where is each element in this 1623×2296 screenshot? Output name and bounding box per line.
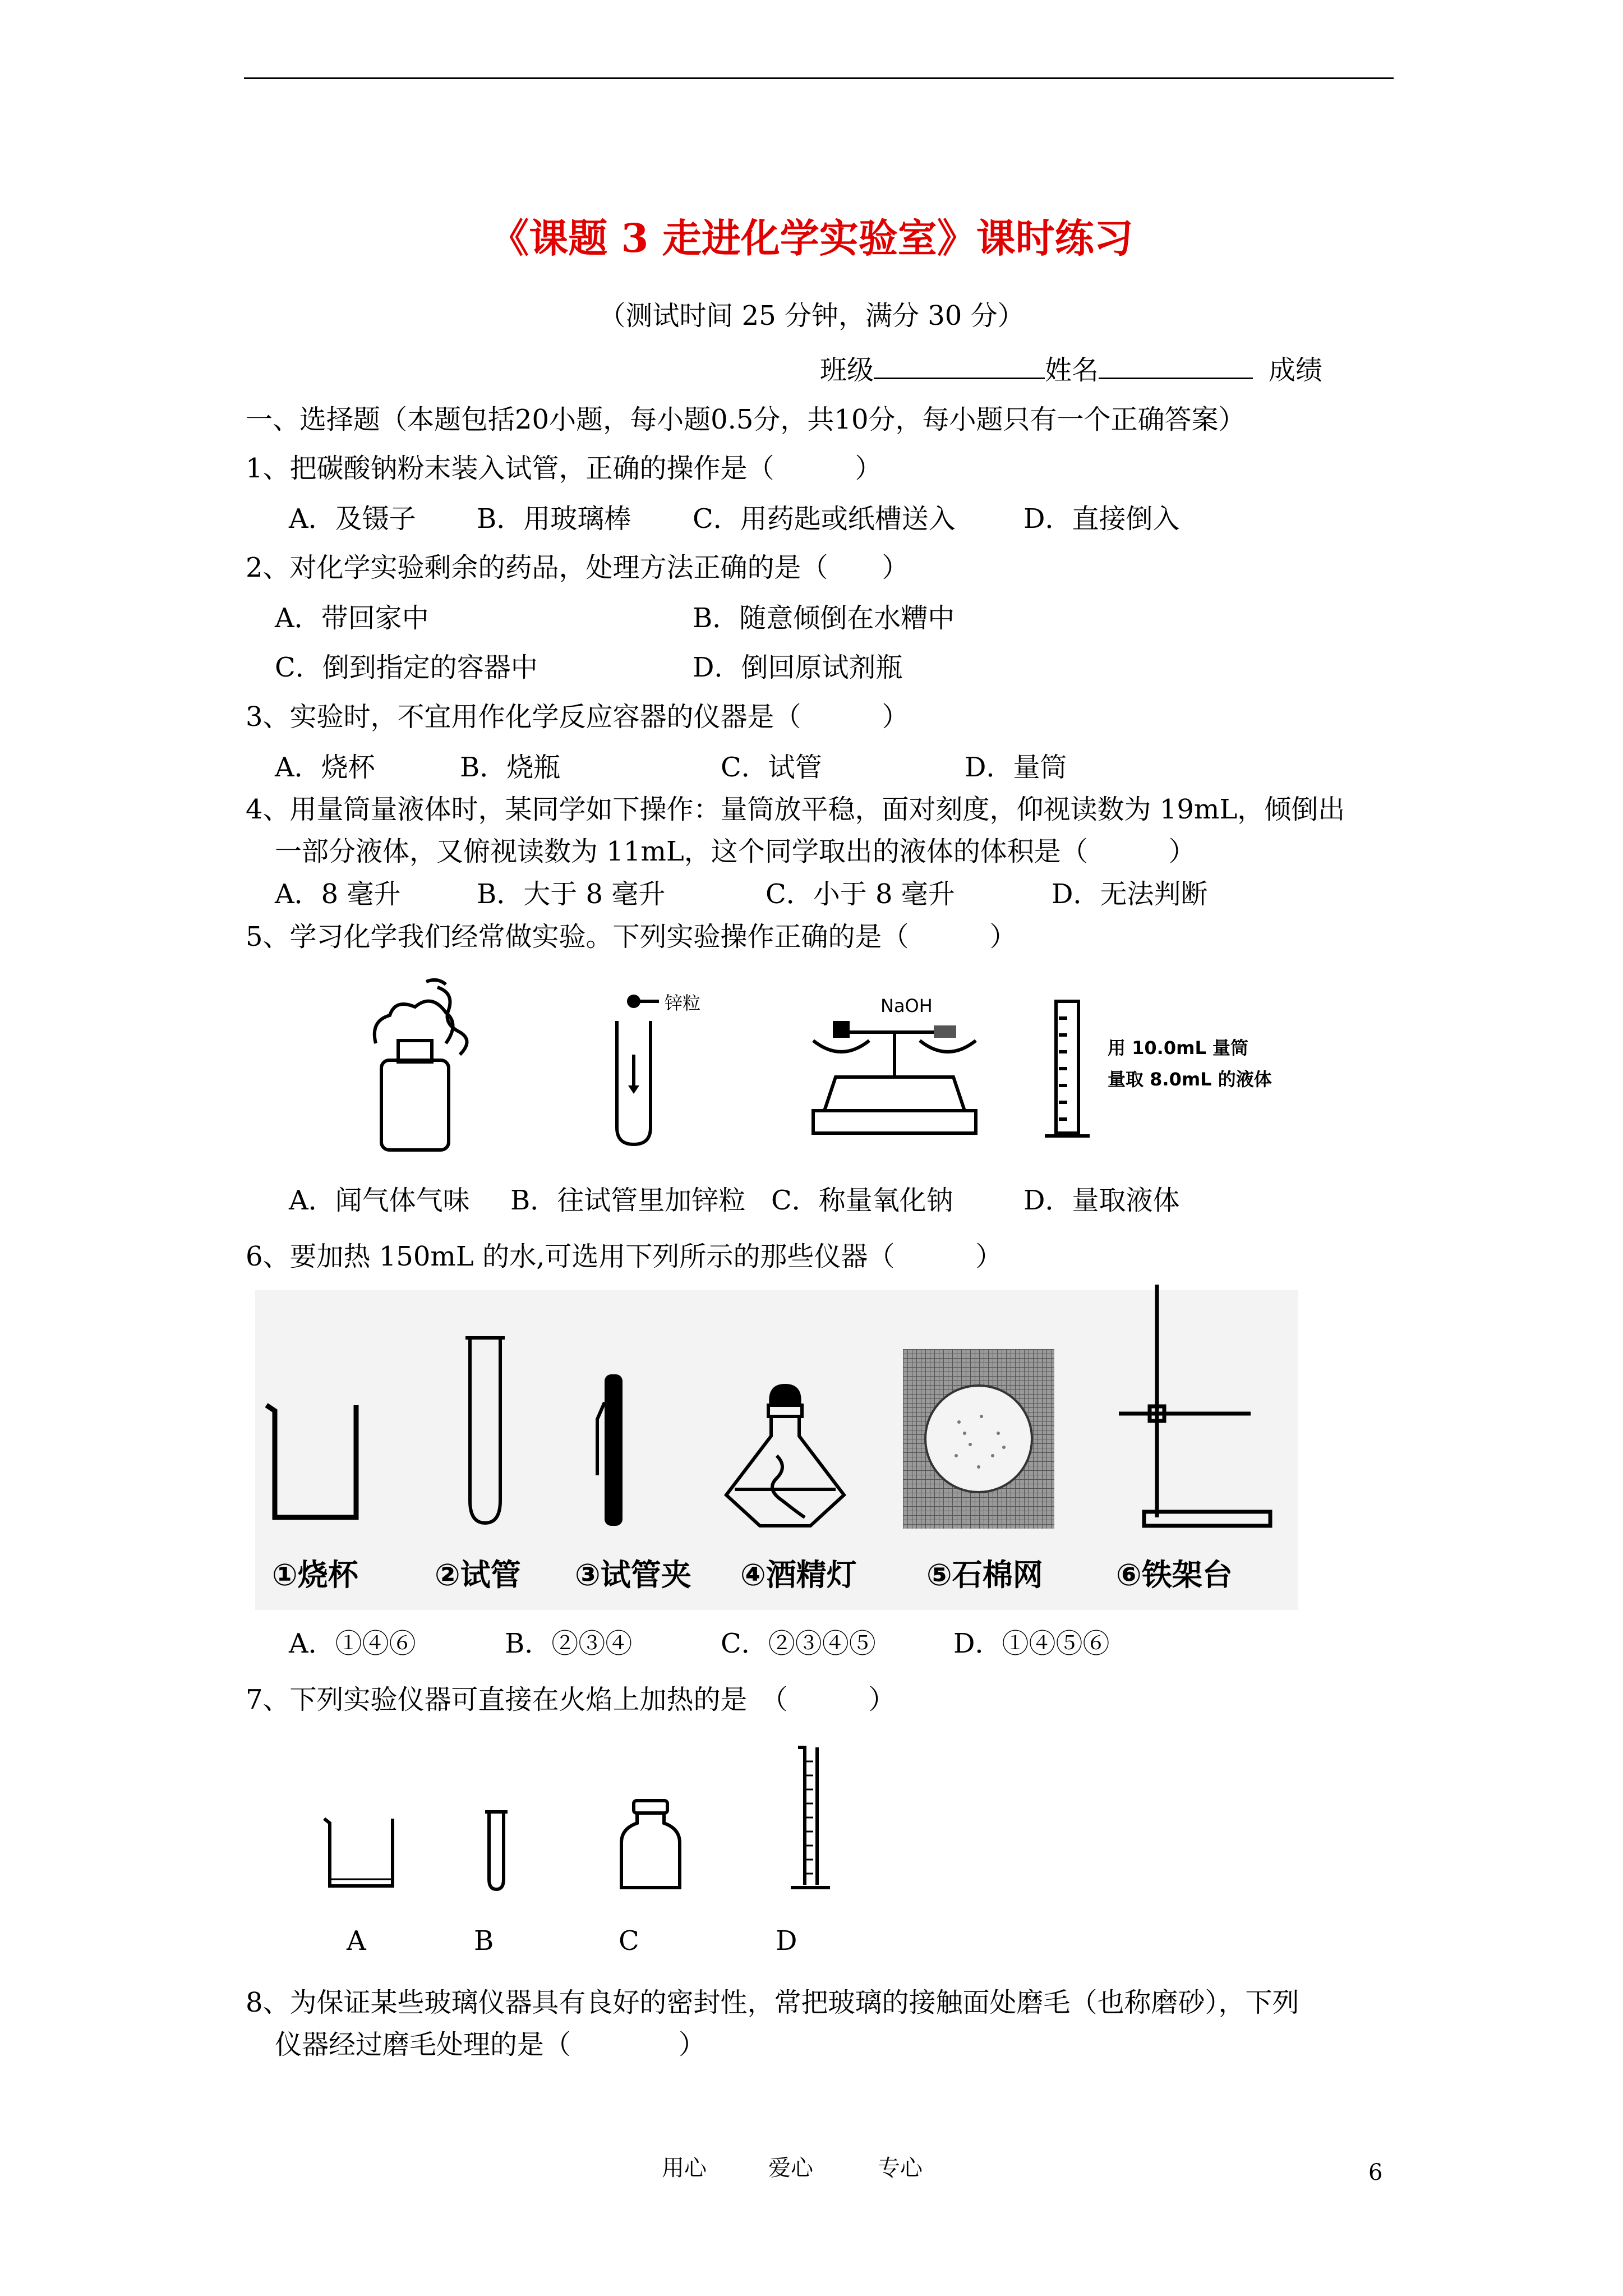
q4-option-c[interactable]: C．小于 8 毫升 (766, 878, 955, 910)
q5-option-a[interactable]: A．闻气体气味 (289, 1185, 470, 1216)
test-tube-zinc-figure (606, 987, 718, 1150)
footer-item-3: 专心 (878, 2155, 923, 2181)
cylinder-figure (1042, 996, 1098, 1144)
q3-option-d[interactable]: D．量筒 (965, 752, 1067, 783)
question-5: 5、学习化学我们经常做实验。下列实验操作正确的是（ ） (246, 921, 1017, 953)
q2-option-c[interactable]: C．倒到指定的容器中 (275, 652, 538, 683)
q1-option-a[interactable]: A．及镊子 (289, 503, 416, 535)
question-7: 7、下列实验仪器可直接在火焰上加热的是 （ ） (246, 1684, 896, 1715)
apparatus-label-6: ⑥铁架台 (1116, 1557, 1233, 1593)
question-4-line2: 一部分液体，又俯视读数为 11mL，这个同学取出的液体的体积是（ ） (275, 836, 1196, 867)
question-1: 1、把碳酸钠粉末装入试管，正确的操作是（ ） (246, 453, 882, 484)
q6-option-a[interactable]: A．①④⑥ (289, 1628, 416, 1659)
zinc-label: 锌粒 (665, 992, 701, 1014)
student-info-row (820, 351, 1322, 387)
apparatus-label-1: ①烧杯 (272, 1557, 358, 1593)
class-label: 班级 (820, 355, 874, 386)
q3-option-b[interactable]: B．烧瓶 (460, 752, 561, 783)
name-blank[interactable] (1099, 351, 1253, 379)
q6-option-d[interactable]: D．①④⑤⑥ (953, 1628, 1110, 1659)
q7-beaker (320, 1812, 398, 1890)
smell-gas-figure (359, 976, 494, 1156)
page-number: 6 (1368, 2160, 1383, 2185)
test-info: （测试时间 25 分钟，满分 30 分） (598, 300, 1025, 332)
q6-option-b[interactable]: B．②③④ (505, 1628, 633, 1659)
test-tube-figure (460, 1335, 510, 1529)
q4-option-d[interactable]: D．无法判断 (1052, 878, 1208, 910)
question-3: 3、实验时，不宜用作化学反应容器的仪器是（ ） (246, 701, 909, 733)
q1-option-c[interactable]: C．用药匙或纸槽送入 (693, 503, 956, 535)
q1-option-d[interactable]: D．直接倒入 (1023, 503, 1180, 535)
q7-reagent-bottle (617, 1798, 684, 1893)
naoh-label: NaOH (880, 995, 933, 1016)
q7-test-tube (482, 1809, 510, 1893)
q2-option-a[interactable]: A．带回家中 (275, 602, 429, 634)
q7-label-b[interactable]: B (474, 1925, 494, 1957)
apparatus-label-3: ③试管夹 (575, 1557, 691, 1593)
class-blank[interactable] (874, 351, 1045, 379)
question-4-line1: 4、用量筒量液体时，某同学如下操作：量筒放平稳，面对刻度，仰视读数为 19mL，倾倒出 (246, 794, 1345, 825)
cylinder-caption (1108, 1032, 1272, 1095)
question-8-line1: 8、为保证某些玻璃仪器具有良好的密封性，常把玻璃的接触面处磨毛（也称磨砂），下列 (246, 1987, 1299, 2018)
q5-option-d[interactable]: D．量取液体 (1023, 1185, 1180, 1216)
cylinder-caption-line2: 量取 8.0mL 的液体 (1108, 1069, 1272, 1090)
q7-label-a[interactable]: A (347, 1925, 366, 1957)
asbestos-gauze-figure (903, 1349, 1054, 1529)
q2-option-d[interactable]: D．倒回原试剂瓶 (693, 652, 903, 683)
apparatus-label-2: ②试管 (435, 1557, 521, 1593)
apparatus-label-4: ④酒精灯 (740, 1557, 857, 1593)
beaker-figure (258, 1391, 370, 1526)
footer-item-2: 爱心 (768, 2155, 813, 2181)
q7-graduated-cylinder (788, 1745, 833, 1896)
q7-label-d[interactable]: D (776, 1925, 797, 1957)
q6-option-c[interactable]: C．②③④⑤ (721, 1628, 876, 1659)
section-heading: 一、选择题（本题包括20小题，每小题0.5分，共10分，每小题只有一个正确答案） (246, 404, 1246, 435)
test-tube-clamp-figure (594, 1369, 634, 1531)
page-title: 《课题 3 走进化学实验室》课时练习 (490, 215, 1133, 261)
question-2: 2、对化学实验剩余的药品，处理方法正确的是（ ） (246, 552, 909, 583)
alcohol-lamp-figure (721, 1383, 850, 1531)
q7-label-c[interactable]: C (619, 1925, 639, 1957)
iron-stand-figure (1113, 1282, 1276, 1531)
q5-option-b[interactable]: B．往试管里加锌粒 (510, 1185, 746, 1216)
cylinder-caption-line1: 用 10.0mL 量筒 (1108, 1037, 1248, 1059)
header-rule (244, 77, 1394, 79)
question-6: 6、要加热 150mL 的水,可选用下列所示的那些仪器（ ） (246, 1241, 1003, 1272)
q3-option-a[interactable]: A．烧杯 (275, 752, 375, 783)
question-8-line2: 仪器经过磨毛处理的是（ ） (275, 2029, 706, 2060)
q4-option-b[interactable]: B．大于 8 毫升 (477, 878, 666, 910)
q2-option-b[interactable]: B．随意倾倒在水糟中 (693, 602, 955, 634)
q4-option-a[interactable]: A．8 毫升 (275, 878, 401, 910)
q5-option-c[interactable]: C．称量氧化钠 (771, 1185, 953, 1216)
apparatus-label-5: ⑤石棉网 (926, 1557, 1043, 1593)
q3-option-c[interactable]: C．试管 (721, 752, 822, 783)
q1-option-b[interactable]: B．用玻璃棒 (477, 503, 631, 535)
footer-item-1: 用心 (662, 2155, 707, 2181)
name-label: 姓名 (1045, 355, 1099, 386)
score-label: 成绩 (1269, 355, 1323, 386)
